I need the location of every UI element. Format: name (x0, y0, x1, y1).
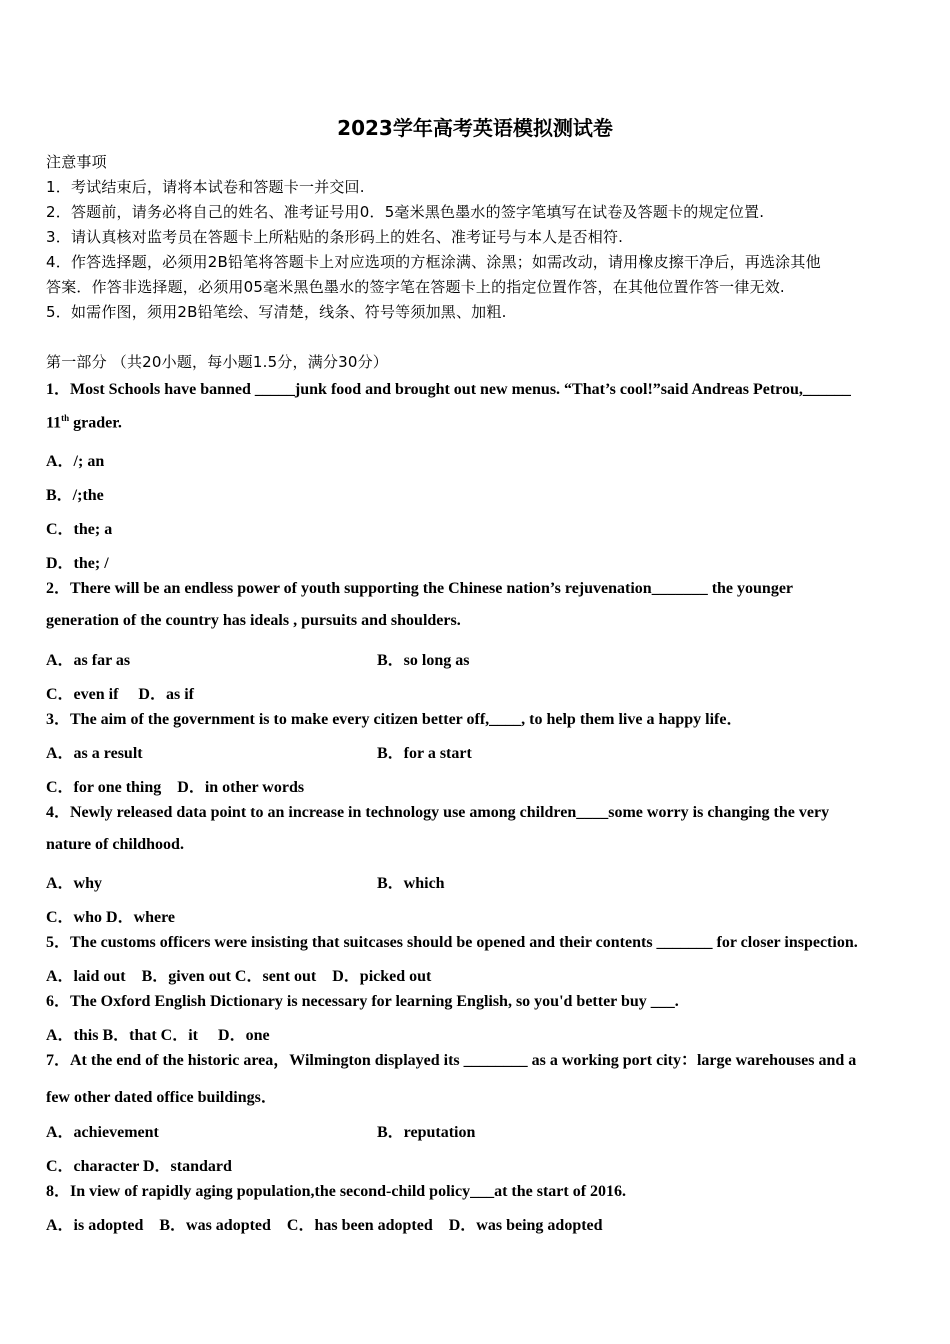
question-3-option-b: B．for a start (377, 745, 472, 762)
notice-item: 4．作答选择题，必须用2B铅笔将答题卡上对应选项的方框涂满、涂黑；如需改动，请用橡皮擦干净后，再选涂其他 (46, 253, 821, 271)
question-7-options-cd: C．character D．standard (46, 1158, 232, 1175)
question-5-options: A．laid out B．given out C．sent out D．picked out (46, 968, 432, 985)
notice-item: 答案．作答非选择题，必须用05毫米黑色墨水的签字笔在答题卡上的指定位置作答，在其他位置作答一律无效. (46, 278, 785, 296)
question-1-stem: 1．Most Schools have banned _____junk food and brought out new menus. “That’s cool!”said Andreas Petrou,______ (46, 381, 851, 398)
question-7-stem: 7．At the end of the historic area，Wilmington displayed its ________ as a working port city：large warehouses and a (46, 1052, 857, 1069)
question-7-stem-cont: few other dated office buildings． (46, 1089, 277, 1106)
question-8-stem: 8．In view of rapidly aging population,the second-child policy___at the start of 2016. (46, 1183, 627, 1200)
question-1-option-d: D．the; / (46, 555, 109, 572)
notice-item: 1．考试结束后，请将本试卷和答题卡一并交回. (46, 178, 365, 196)
page-title: 2023学年高考英语模拟测试卷 (337, 116, 613, 140)
notice-heading: 注意事项 (46, 153, 107, 171)
question-4-option-b: B．which (377, 875, 445, 892)
question-6-stem: 6．The Oxford English Dictionary is necessary for learning English, so you'd better buy ___. (46, 993, 679, 1010)
question-1-option-b: B．/;the (46, 487, 104, 504)
question-2-options-cd: C．even if D．as if (46, 686, 194, 703)
section-heading: 第一部分 （共20小题，每小题1.5分，满分30分） (46, 353, 388, 371)
question-4-option-a: A．why (46, 875, 103, 892)
question-8-options: A．is adopted B．was adopted C．has been adopted D．was being adopted (46, 1217, 603, 1234)
question-7-option-b: B．reputation (377, 1124, 476, 1141)
question-2-option-b: B．so long as (377, 652, 470, 669)
question-3-stem: 3．The aim of the government is to make every citizen better off,____, to help them live a happy life． (46, 711, 743, 728)
question-4-options-cd: C．who D．where (46, 909, 176, 926)
question-2-option-a: A．as far as (46, 652, 131, 669)
question-4-stem-cont: nature of childhood. (46, 836, 184, 853)
question-5-stem: 5．The customs officers were insisting that suitcases should be opened and their contents _______ for closer inspection. (46, 934, 858, 951)
notice-item: 3．请认真核对监考员在答题卡上所粘贴的条形码上的姓名、准考证号与本人是否相符. (46, 228, 624, 246)
question-6-options: A．this B．that C．it D．one (46, 1027, 270, 1044)
question-1-option-c: C．the; a (46, 521, 113, 538)
question-2-stem-cont: generation of the country has ideals , pursuits and shoulders. (46, 612, 461, 629)
question-3-option-a: A．as a result (46, 745, 143, 762)
question-1-option-a: A．/; an (46, 453, 105, 470)
question-2-stem: 2．There will be an endless power of youth supporting the Chinese nation’s rejuvenation_______ the younger (46, 580, 794, 597)
question-1-stem-cont: 11th grader. (46, 413, 122, 432)
question-4-stem: 4．Newly released data point to an increase in technology use among children____some worry is changing the very (46, 804, 830, 821)
notice-item: 5．如需作图，须用2B铅笔绘、写清楚，线条、符号等须加黑、加粗. (46, 303, 507, 321)
question-7-option-a: A．achievement (46, 1124, 159, 1141)
notice-item: 2．答题前，请务必将自己的姓名、准考证号用0．5毫米黑色墨水的签字笔填写在试卷及答题卡的规定位置. (46, 203, 765, 221)
question-3-options-cd: C．for one thing D．in other words (46, 779, 305, 796)
